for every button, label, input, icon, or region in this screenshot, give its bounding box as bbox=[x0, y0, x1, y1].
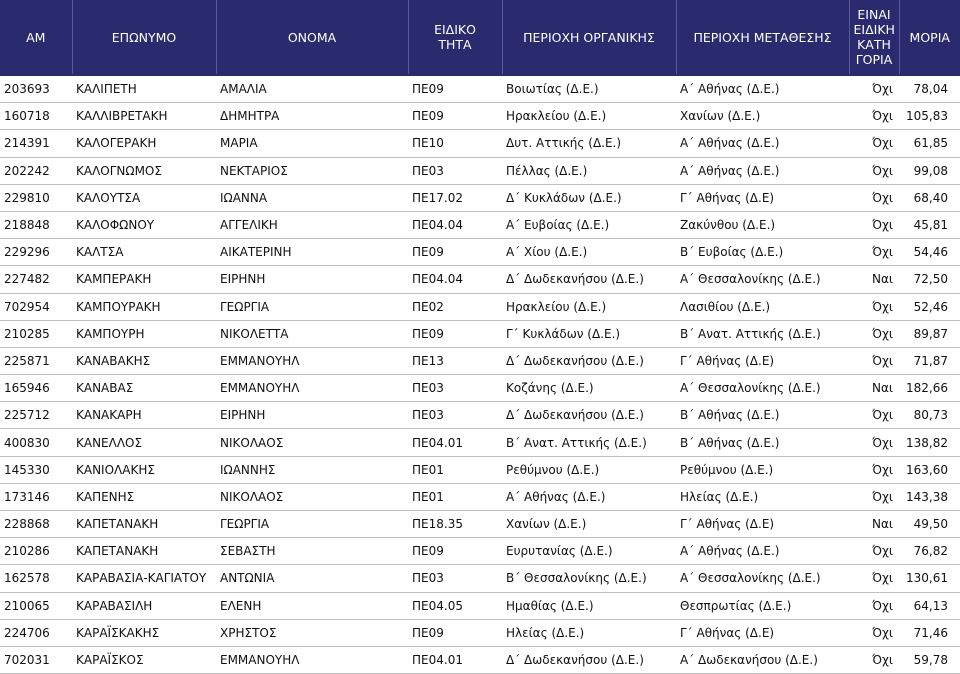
cell-am: 162578 bbox=[0, 565, 72, 592]
cell-eidikotita: ΠΕ17.02 bbox=[408, 184, 502, 211]
cell-eponymo: ΚΑΝΑΒΑΣ bbox=[72, 375, 216, 402]
cell-metathesis: Γ΄ Αθήνας (Δ.Ε) bbox=[676, 184, 849, 211]
cell-eidiki-kategoria: Όχι bbox=[849, 483, 899, 510]
cell-eponymo: ΚΑΡΑΪΣΚΑΚΗΣ bbox=[72, 619, 216, 646]
cell-am: 218848 bbox=[0, 211, 72, 238]
cell-moria: 49,50 bbox=[899, 511, 960, 538]
cell-onoma: ΕΙΡΗΝΗ bbox=[216, 266, 408, 293]
cell-eidikotita: ΠΕ02 bbox=[408, 293, 502, 320]
table-row bbox=[0, 103, 960, 130]
cell-eidikotita: ΠΕ04.05 bbox=[408, 592, 502, 619]
cell-metathesis: Α΄ Θεσσαλονίκης (Δ.Ε.) bbox=[676, 565, 849, 592]
table-row bbox=[0, 266, 960, 293]
cell-eponymo: ΚΑΠΕΝΗΣ bbox=[72, 483, 216, 510]
cell-organiki: Ρεθύμνου (Δ.Ε.) bbox=[502, 456, 676, 483]
cell-eidikotita: ΠΕ01 bbox=[408, 483, 502, 510]
cell-moria: 89,87 bbox=[899, 320, 960, 347]
cell-onoma: ΙΩΑΝΝΑ bbox=[216, 184, 408, 211]
cell-metathesis: Ρεθύμνου (Δ.Ε.) bbox=[676, 456, 849, 483]
cell-am: 228868 bbox=[0, 511, 72, 538]
table-row bbox=[0, 538, 960, 565]
cell-organiki: Δ΄ Δωδεκανήσου (Δ.Ε.) bbox=[502, 266, 676, 293]
cell-onoma: ΓΕΩΡΓΙΑ bbox=[216, 293, 408, 320]
cell-moria: 61,85 bbox=[899, 130, 960, 157]
cell-organiki: Δ΄ Δωδεκανήσου (Δ.Ε.) bbox=[502, 402, 676, 429]
header-eidiki-kategoria bbox=[849, 0, 899, 75]
cell-eidiki-kategoria: Όχι bbox=[849, 211, 899, 238]
cell-eponymo: ΚΑΝΕΛΛΟΣ bbox=[72, 429, 216, 456]
cell-am: 210286 bbox=[0, 538, 72, 565]
cell-moria: 54,46 bbox=[899, 239, 960, 266]
cell-metathesis: Α΄ Θεσσαλονίκης (Δ.Ε.) bbox=[676, 266, 849, 293]
header-eidiki-line4: ΓΟΡΙΑ bbox=[855, 52, 893, 67]
cell-metathesis: Ζακύνθου (Δ.Ε.) bbox=[676, 211, 849, 238]
cell-onoma: ΙΩΑΝΝΗΣ bbox=[216, 456, 408, 483]
cell-eidikotita: ΠΕ10 bbox=[408, 130, 502, 157]
table-row bbox=[0, 511, 960, 538]
table-row bbox=[0, 320, 960, 347]
header-eidikotita bbox=[408, 0, 502, 75]
cell-eidiki-kategoria: Ναι bbox=[849, 375, 899, 402]
cell-am: 229810 bbox=[0, 184, 72, 211]
table-row bbox=[0, 293, 960, 320]
cell-eidiki-kategoria: Ναι bbox=[849, 266, 899, 293]
cell-eidiki-kategoria: Όχι bbox=[849, 239, 899, 266]
cell-am: 214391 bbox=[0, 130, 72, 157]
cell-eponymo: ΚΑΛΛΙΒΡΕΤΑΚΗ bbox=[72, 103, 216, 130]
header-eidikotita-line2: ΤΗΤΑ bbox=[438, 37, 472, 52]
cell-metathesis: Α΄ Δωδεκανήσου (Δ.Ε.) bbox=[676, 646, 849, 673]
cell-moria: 52,46 bbox=[899, 293, 960, 320]
cell-organiki: Γ΄ Κυκλάδων (Δ.Ε.) bbox=[502, 320, 676, 347]
cell-eidiki-kategoria: Όχι bbox=[849, 538, 899, 565]
cell-eponymo: ΚΑΛΤΣΑ bbox=[72, 239, 216, 266]
cell-eponymo: ΚΑΝΑΚΑΡΗ bbox=[72, 402, 216, 429]
cell-eidikotita: ΠΕ09 bbox=[408, 75, 502, 103]
cell-eponymo: ΚΑΡΑΒΑΣΙΑ-ΚΑΓΙΑΤΟΥ bbox=[72, 565, 216, 592]
cell-onoma: ΑΝΤΩΝΙΑ bbox=[216, 565, 408, 592]
cell-am: 202242 bbox=[0, 157, 72, 184]
table-header bbox=[0, 0, 960, 75]
cell-eponymo: ΚΑΡΑΪΣΚΟΣ bbox=[72, 646, 216, 673]
cell-am: 165946 bbox=[0, 375, 72, 402]
cell-eidiki-kategoria: Όχι bbox=[849, 565, 899, 592]
cell-eidikotita: ΠΕ09 bbox=[408, 239, 502, 266]
cell-organiki: Ημαθίας (Δ.Ε.) bbox=[502, 592, 676, 619]
cell-eidikotita: ΠΕ09 bbox=[408, 320, 502, 347]
cell-moria: 64,13 bbox=[899, 592, 960, 619]
cell-organiki: Ευρυτανίας (Δ.Ε.) bbox=[502, 538, 676, 565]
table-row bbox=[0, 646, 960, 673]
cell-organiki: Πέλλας (Δ.Ε.) bbox=[502, 157, 676, 184]
cell-eidiki-kategoria: Όχι bbox=[849, 646, 899, 673]
header-eidiki-line3: ΚΑΤΗ bbox=[857, 37, 891, 52]
table-row bbox=[0, 456, 960, 483]
cell-moria: 80,73 bbox=[899, 402, 960, 429]
cell-organiki: Α΄ Χίου (Δ.Ε.) bbox=[502, 239, 676, 266]
cell-organiki: Β΄ Ανατ. Αττικής (Δ.Ε.) bbox=[502, 429, 676, 456]
cell-onoma: ΔΗΜΗΤΡΑ bbox=[216, 103, 408, 130]
cell-metathesis: Θεσπρωτίας (Δ.Ε.) bbox=[676, 592, 849, 619]
cell-metathesis: Γ΄ Αθήνας (Δ.Ε) bbox=[676, 347, 849, 374]
cell-eidiki-kategoria: Όχι bbox=[849, 75, 899, 103]
cell-eponymo: ΚΑΛΟΓΝΩΜΟΣ bbox=[72, 157, 216, 184]
cell-metathesis: Β΄ Ανατ. Αττικής (Δ.Ε.) bbox=[676, 320, 849, 347]
cell-organiki: Β΄ Θεσσαλονίκης (Δ.Ε.) bbox=[502, 565, 676, 592]
cell-eponymo: ΚΑΠΕΤΑΝΑΚΗ bbox=[72, 538, 216, 565]
cell-am: 210285 bbox=[0, 320, 72, 347]
cell-eidiki-kategoria: Όχι bbox=[849, 320, 899, 347]
cell-am: 173146 bbox=[0, 483, 72, 510]
table-row bbox=[0, 619, 960, 646]
cell-eidiki-kategoria: Όχι bbox=[849, 619, 899, 646]
cell-organiki: Ηρακλείου (Δ.Ε.) bbox=[502, 293, 676, 320]
cell-metathesis: Α΄ Θεσσαλονίκης (Δ.Ε.) bbox=[676, 375, 849, 402]
cell-am: 160718 bbox=[0, 103, 72, 130]
cell-am: 203693 bbox=[0, 75, 72, 103]
cell-eponymo: ΚΑΠΕΤΑΝΑΚΗ bbox=[72, 511, 216, 538]
cell-organiki: Δυτ. Αττικής (Δ.Ε.) bbox=[502, 130, 676, 157]
cell-am: 227482 bbox=[0, 266, 72, 293]
cell-onoma: ΝΙΚΟΛΑΟΣ bbox=[216, 429, 408, 456]
cell-moria: 59,78 bbox=[899, 646, 960, 673]
cell-organiki: Χανίων (Δ.Ε.) bbox=[502, 511, 676, 538]
cell-eidikotita: ΠΕ13 bbox=[408, 347, 502, 374]
cell-eidiki-kategoria: Όχι bbox=[849, 402, 899, 429]
cell-moria: 99,08 bbox=[899, 157, 960, 184]
table-row bbox=[0, 347, 960, 374]
table-row bbox=[0, 565, 960, 592]
table-row bbox=[0, 75, 960, 103]
cell-eidikotita: ΠΕ03 bbox=[408, 157, 502, 184]
cell-organiki: Βοιωτίας (Δ.Ε.) bbox=[502, 75, 676, 103]
cell-onoma: ΕΜΜΑΝΟΥΗΛ bbox=[216, 375, 408, 402]
cell-eponymo: ΚΑΜΠΕΡΑΚΗ bbox=[72, 266, 216, 293]
table-row bbox=[0, 184, 960, 211]
header-eidikotita-line1: ΕΙΔΙΚΟ bbox=[434, 22, 476, 37]
cell-eponymo: ΚΑΛΟΓΕΡΑΚΗ bbox=[72, 130, 216, 157]
cell-eponymo: ΚΑΛΟΥΤΣΑ bbox=[72, 184, 216, 211]
cell-metathesis: Β΄ Ευβοίας (Δ.Ε.) bbox=[676, 239, 849, 266]
cell-eponymo: ΚΑΛΙΠΕΤΗ bbox=[72, 75, 216, 103]
cell-eponymo: ΚΑΜΠΟΥΡΗ bbox=[72, 320, 216, 347]
cell-onoma: ΑΓΓΕΛΙΚΗ bbox=[216, 211, 408, 238]
table-row bbox=[0, 592, 960, 619]
cell-metathesis: Α΄ Αθήνας (Δ.Ε.) bbox=[676, 130, 849, 157]
cell-eidiki-kategoria: Όχι bbox=[849, 456, 899, 483]
cell-moria: 71,46 bbox=[899, 619, 960, 646]
cell-eidikotita: ΠΕ03 bbox=[408, 565, 502, 592]
cell-eponymo: ΚΑΛΟΦΩΝΟΥ bbox=[72, 211, 216, 238]
cell-metathesis: Α΄ Αθήνας (Δ.Ε.) bbox=[676, 75, 849, 103]
cell-eidiki-kategoria: Όχι bbox=[849, 429, 899, 456]
cell-eidiki-kategoria: Όχι bbox=[849, 347, 899, 374]
table-row bbox=[0, 211, 960, 238]
cell-moria: 138,82 bbox=[899, 429, 960, 456]
cell-onoma: ΕΜΜΑΝΟΥΗΛ bbox=[216, 347, 408, 374]
cell-eidiki-kategoria: Όχι bbox=[849, 293, 899, 320]
cell-onoma: ΝΙΚΟΛΑΟΣ bbox=[216, 483, 408, 510]
cell-onoma: ΝΕΚΤΑΡΙΟΣ bbox=[216, 157, 408, 184]
cell-metathesis: Α΄ Αθήνας (Δ.Ε.) bbox=[676, 157, 849, 184]
cell-eidikotita: ΠΕ04.01 bbox=[408, 646, 502, 673]
table-row bbox=[0, 429, 960, 456]
header-organiki: ΠΕΡΙΟΧΗ ΟΡΓΑΝΙΚΗΣ bbox=[502, 0, 676, 75]
cell-moria: 105,83 bbox=[899, 103, 960, 130]
cell-moria: 182,66 bbox=[899, 375, 960, 402]
cell-eponymo: ΚΑΝΙΟΛΑΚΗΣ bbox=[72, 456, 216, 483]
cell-metathesis: Ηλείας (Δ.Ε.) bbox=[676, 483, 849, 510]
cell-eponymo: ΚΑΡΑΒΑΣΙΛΗ bbox=[72, 592, 216, 619]
cell-eidikotita: ΠΕ09 bbox=[408, 619, 502, 646]
cell-organiki: Α΄ Αθήνας (Δ.Ε.) bbox=[502, 483, 676, 510]
cell-moria: 72,50 bbox=[899, 266, 960, 293]
header-eponymo: ΕΠΩΝΥΜΟ bbox=[72, 0, 216, 75]
cell-moria: 130,61 bbox=[899, 565, 960, 592]
cell-onoma: ΕΙΡΗΝΗ bbox=[216, 402, 408, 429]
cell-onoma: ΕΛΕΝΗ bbox=[216, 592, 408, 619]
cell-eidikotita: ΠΕ03 bbox=[408, 375, 502, 402]
cell-onoma: ΣΕΒΑΣΤΗ bbox=[216, 538, 408, 565]
cell-onoma: ΕΜΜΑΝΟΥΗΛ bbox=[216, 646, 408, 673]
cell-am: 224706 bbox=[0, 619, 72, 646]
cell-organiki: Ηρακλείου (Δ.Ε.) bbox=[502, 103, 676, 130]
cell-moria: 71,87 bbox=[899, 347, 960, 374]
cell-moria: 78,04 bbox=[899, 75, 960, 103]
cell-eidiki-kategoria: Όχι bbox=[849, 184, 899, 211]
table-row bbox=[0, 157, 960, 184]
cell-am: 225712 bbox=[0, 402, 72, 429]
cell-metathesis: Α΄ Αθήνας (Δ.Ε.) bbox=[676, 538, 849, 565]
cell-metathesis: Β΄ Αθήνας (Δ.Ε.) bbox=[676, 429, 849, 456]
cell-eidikotita: ΠΕ09 bbox=[408, 538, 502, 565]
cell-onoma: ΜΑΡΙΑ bbox=[216, 130, 408, 157]
table-row bbox=[0, 483, 960, 510]
cell-onoma: ΑΙΚΑΤΕΡΙΝΗ bbox=[216, 239, 408, 266]
cell-organiki: Δ΄ Κυκλάδων (Δ.Ε.) bbox=[502, 184, 676, 211]
cell-moria: 76,82 bbox=[899, 538, 960, 565]
cell-am: 225871 bbox=[0, 347, 72, 374]
cell-onoma: ΧΡΗΣΤΟΣ bbox=[216, 619, 408, 646]
cell-eidikotita: ΠΕ04.04 bbox=[408, 211, 502, 238]
cell-eidiki-kategoria: Όχι bbox=[849, 103, 899, 130]
cell-am: 400830 bbox=[0, 429, 72, 456]
table-body bbox=[0, 75, 960, 674]
cell-eidiki-kategoria: Όχι bbox=[849, 592, 899, 619]
cell-metathesis: Γ΄ Αθήνας (Δ.Ε) bbox=[676, 511, 849, 538]
cell-eidiki-kategoria: Ναι bbox=[849, 511, 899, 538]
table-row bbox=[0, 239, 960, 266]
cell-organiki: Δ΄ Δωδεκανήσου (Δ.Ε.) bbox=[502, 646, 676, 673]
cell-am: 145330 bbox=[0, 456, 72, 483]
cell-am: 702031 bbox=[0, 646, 72, 673]
cell-eidikotita: ΠΕ18.35 bbox=[408, 511, 502, 538]
cell-onoma: ΑΜΑΛΙΑ bbox=[216, 75, 408, 103]
cell-organiki: Δ΄ Δωδεκανήσου (Δ.Ε.) bbox=[502, 347, 676, 374]
cell-moria: 45,81 bbox=[899, 211, 960, 238]
cell-onoma: ΝΙΚΟΛΕΤΤΑ bbox=[216, 320, 408, 347]
header-row bbox=[0, 0, 960, 75]
header-eidiki-line1: ΕΙΝΑΙ bbox=[857, 7, 891, 22]
table-row bbox=[0, 375, 960, 402]
cell-eidikotita: ΠΕ09 bbox=[408, 103, 502, 130]
header-onoma: ΟΝΟΜΑ bbox=[216, 0, 408, 75]
cell-eidiki-kategoria: Όχι bbox=[849, 157, 899, 184]
cell-eidikotita: ΠΕ04.04 bbox=[408, 266, 502, 293]
cell-am: 229296 bbox=[0, 239, 72, 266]
header-eidiki-line2: ΕΙΔΙΚΗ bbox=[853, 22, 895, 37]
header-am: ΑΜ bbox=[0, 0, 72, 75]
cell-moria: 68,40 bbox=[899, 184, 960, 211]
header-metathesis: ΠΕΡΙΟΧΗ ΜΕΤΑΘΕΣΗΣ bbox=[676, 0, 849, 75]
cell-am: 702954 bbox=[0, 293, 72, 320]
cell-metathesis: Χανίων (Δ.Ε.) bbox=[676, 103, 849, 130]
cell-eidikotita: ΠΕ01 bbox=[408, 456, 502, 483]
cell-eponymo: ΚΑΝΑΒΑΚΗΣ bbox=[72, 347, 216, 374]
cell-eidikotita: ΠΕ04.01 bbox=[408, 429, 502, 456]
cell-eidiki-kategoria: Όχι bbox=[849, 130, 899, 157]
cell-moria: 163,60 bbox=[899, 456, 960, 483]
table-row bbox=[0, 402, 960, 429]
cell-moria: 143,38 bbox=[899, 483, 960, 510]
cell-eponymo: ΚΑΜΠΟΥΡΑΚΗ bbox=[72, 293, 216, 320]
cell-am: 210065 bbox=[0, 592, 72, 619]
cell-metathesis: Λασιθίου (Δ.Ε.) bbox=[676, 293, 849, 320]
cell-organiki: Κοζάνης (Δ.Ε.) bbox=[502, 375, 676, 402]
table-row bbox=[0, 130, 960, 157]
cell-onoma: ΓΕΩΡΓΙΑ bbox=[216, 511, 408, 538]
cell-eidikotita: ΠΕ03 bbox=[408, 402, 502, 429]
cell-organiki: Ηλείας (Δ.Ε.) bbox=[502, 619, 676, 646]
cell-metathesis: Γ΄ Αθήνας (Δ.Ε) bbox=[676, 619, 849, 646]
header-moria: ΜΟΡΙΑ bbox=[899, 0, 960, 75]
cell-organiki: Α΄ Ευβοίας (Δ.Ε.) bbox=[502, 211, 676, 238]
cell-metathesis: Β΄ Αθήνας (Δ.Ε.) bbox=[676, 402, 849, 429]
